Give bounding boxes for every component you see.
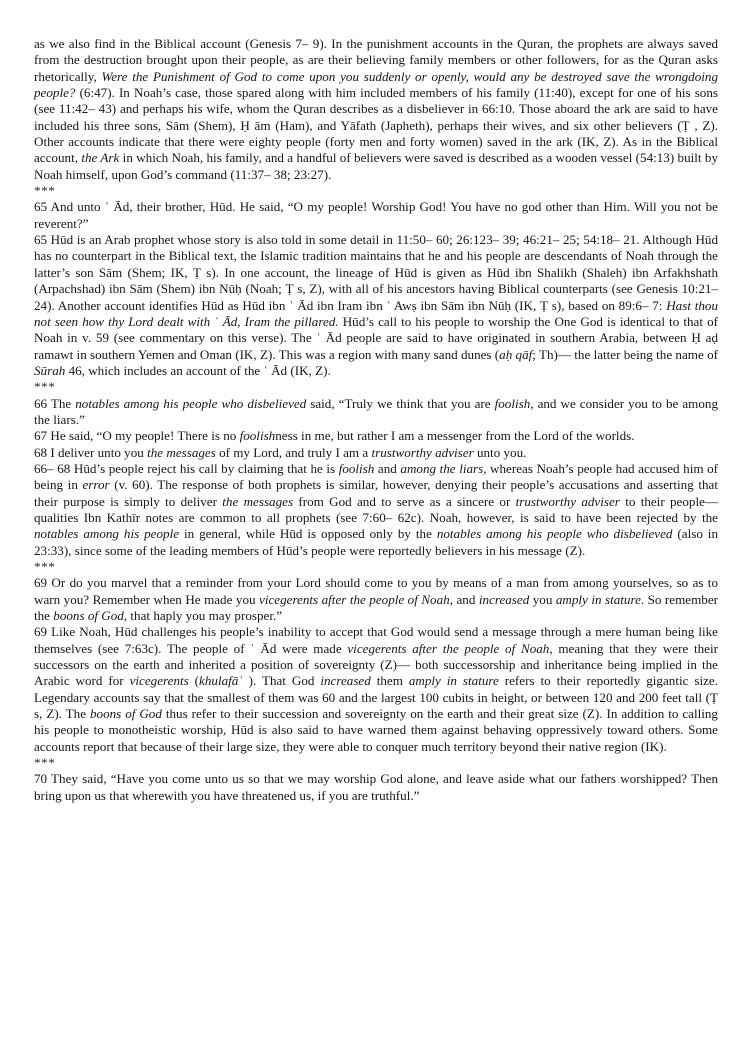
paragraph-verse-66: 66 The notables among his people who disbelieved said, “Truly we think that you are foolish, and we consider you to be among the liars.” <box>34 395 719 427</box>
section-separator: *** <box>34 755 56 771</box>
section-separator: *** <box>34 559 56 574</box>
section-separator: *** <box>34 183 56 199</box>
paragraph-commentary-69: 69 Like Noah, Hūd challenges his people’s inability to accept that God would send a message through a mere human being like themselves (see 7:63c). The people of ʿ Ād were made vicegerents after the people of Noah, meaning that they were their successors on the earth and inherited a position of sovereignty (Z)— both successorship and inheritance being implied in the Arabic word for vicegerents (khulafāʾ ). That God increased them amply in stature refers to their reportedly gigantic size. Legendary accounts say that the smallest of them was 60 and the largest 100 cubits in height, or between 120 and 200 feet tall (Ṭ s, Z). The boons of God thus refer to their succession and sovereignty on the earth and their great size (Z). In addition to calling his people to monotheistic worship, Hūd is also said to have warned them against behaving oppressively toward others. Some accounts report that because of their large size, they were able to conquer much territory beyond their native region (IK). <box>34 624 718 754</box>
paragraph-verse-67: 67 He said, “O my people! There is no foolishness in me, but rather I am a messenger from the Lord of the worlds. <box>34 428 635 444</box>
paragraph-verse-70: 70 They said, “Have you come unto us so that we may worship God alone, and leave aside what our fathers worshipped? Then bring upon us that wherewith you have threatened us, if you are truthful.” <box>34 771 718 803</box>
paragraph-verse-68: 68 I deliver unto you the messages of my Lord, and truly I am a trustworthy adviser unto you. <box>34 444 527 460</box>
paragraph-verse-69: 69 Or do you marvel that a reminder from your Lord should come to you by means of a man from among yourselves, so as to warn you? Remember when He made you vicegerents after the people of Noah, and increased you amply in stature. So remember the boons of God, that haply you may prosper.” <box>34 575 718 624</box>
paragraph-commentary-65: 65 Hūd is an Arab prophet whose story is also told in some detail in 11:50– 60; 26:123– 39; 46:21– 25; 54:18– 21. Although Hūd has no counterpart in the Biblical text, the Islamic tradition maintains that he and his people are descendants of Noah through the latter’s son Sām (Shem; IK, Ṭ s). In one account, the lineage of Hūd is given as Hūd ibn Shalikh (Shaleh) ibn Arfakhshath (Arpachshad) ibn Sām (Shem) ibn Nūḥ (Noah; Ṭ s, Z), with all of his ancestors having Biblical counterparts (see Genesis 10:21– 24). Another account identifies Hūd as Hūd ibn ʿ Ād ibn Iram ibn ʿ Awṣ ibn Sām ibn Nūḥ (IK, Ṭ s), based on 89:6– 7: Hast thou not seen how thy Lord dealt with ʿ Ād, Iram the pillared. Hūd’s call to his people to worship the One God is identical to that of Noah in v. 59 (see commentary on this verse). The ʿ Ād people are said to have originated in southern Arabia, between Ḥ aḍ ramawt in southern Yemen and Oman (IK, Z). This was a region with many sand dunes (aḥ qāf; Th)— the latter being the name of Sūrah 46, which includes an account of the ʿ Ād (IK, Z). <box>34 232 718 378</box>
paragraph-commentary-continuation: as we also find in the Biblical account (Genesis 7– 9). In the punishment accounts in the Quran, the prophets are always saved from the destruction brought upon their people, as are their believing family members or other followers, for as the Quran asks rhetorically, Were the Punishment of God to come upon you suddenly or openly, would any be destroyed save the wrongdoing people? (6:47). In Noah’s case, those spared along with him included members of his family (11:40), except for one of his sons (see 11:42– 43) and perhaps his wife, whom the Quran describes as a disbeliever in 66:10. Those aboard the ark are said to have included his three sons, Sām (Shem), Ḥ ām (Ham), and Yāfath (Japheth), perhaps their wives, and six other believers (Ṭ , Z). Other accounts indicate that there were eighty people (forty men and forty women) saved in the ark (IK, Z). As in the Biblical account, the Ark in which Noah, his family, and a handful of believers were saved is described as a wooden vessel (54:13) built by Noah himself, upon God’s command (11:37– 38; 23:27). <box>34 36 718 182</box>
section-separator: *** <box>34 379 56 395</box>
paragraph-verse-65: 65 And unto ʿ Ād, their brother, Hūd. He said, “O my people! Worship God! You have no god other than Him. Will you not be reverent?” <box>34 199 718 231</box>
paragraph-commentary-66-68: 66– 68 Hūd’s people reject his call by claiming that he is foolish and among the liars, whereas Noah’s people had accused him of being in error (v. 60). The response of both prophets is similar, however, denying their people’s accusations and asserting that their purpose is simply to deliver the messages from God and to serve as a sincere or trustworthy adviser to their people— qualities Ibn Kathīr notes are common to all prophets (see 7:60– 62c). Noah, however, is said to have been rejected by the notables among his people in general, while Hūd is opposed only by the notables among his people who disbelieved (also in 23:33), since some of the leading members of Hūd’s people were reportedly believers in his message (Z). <box>34 460 719 558</box>
